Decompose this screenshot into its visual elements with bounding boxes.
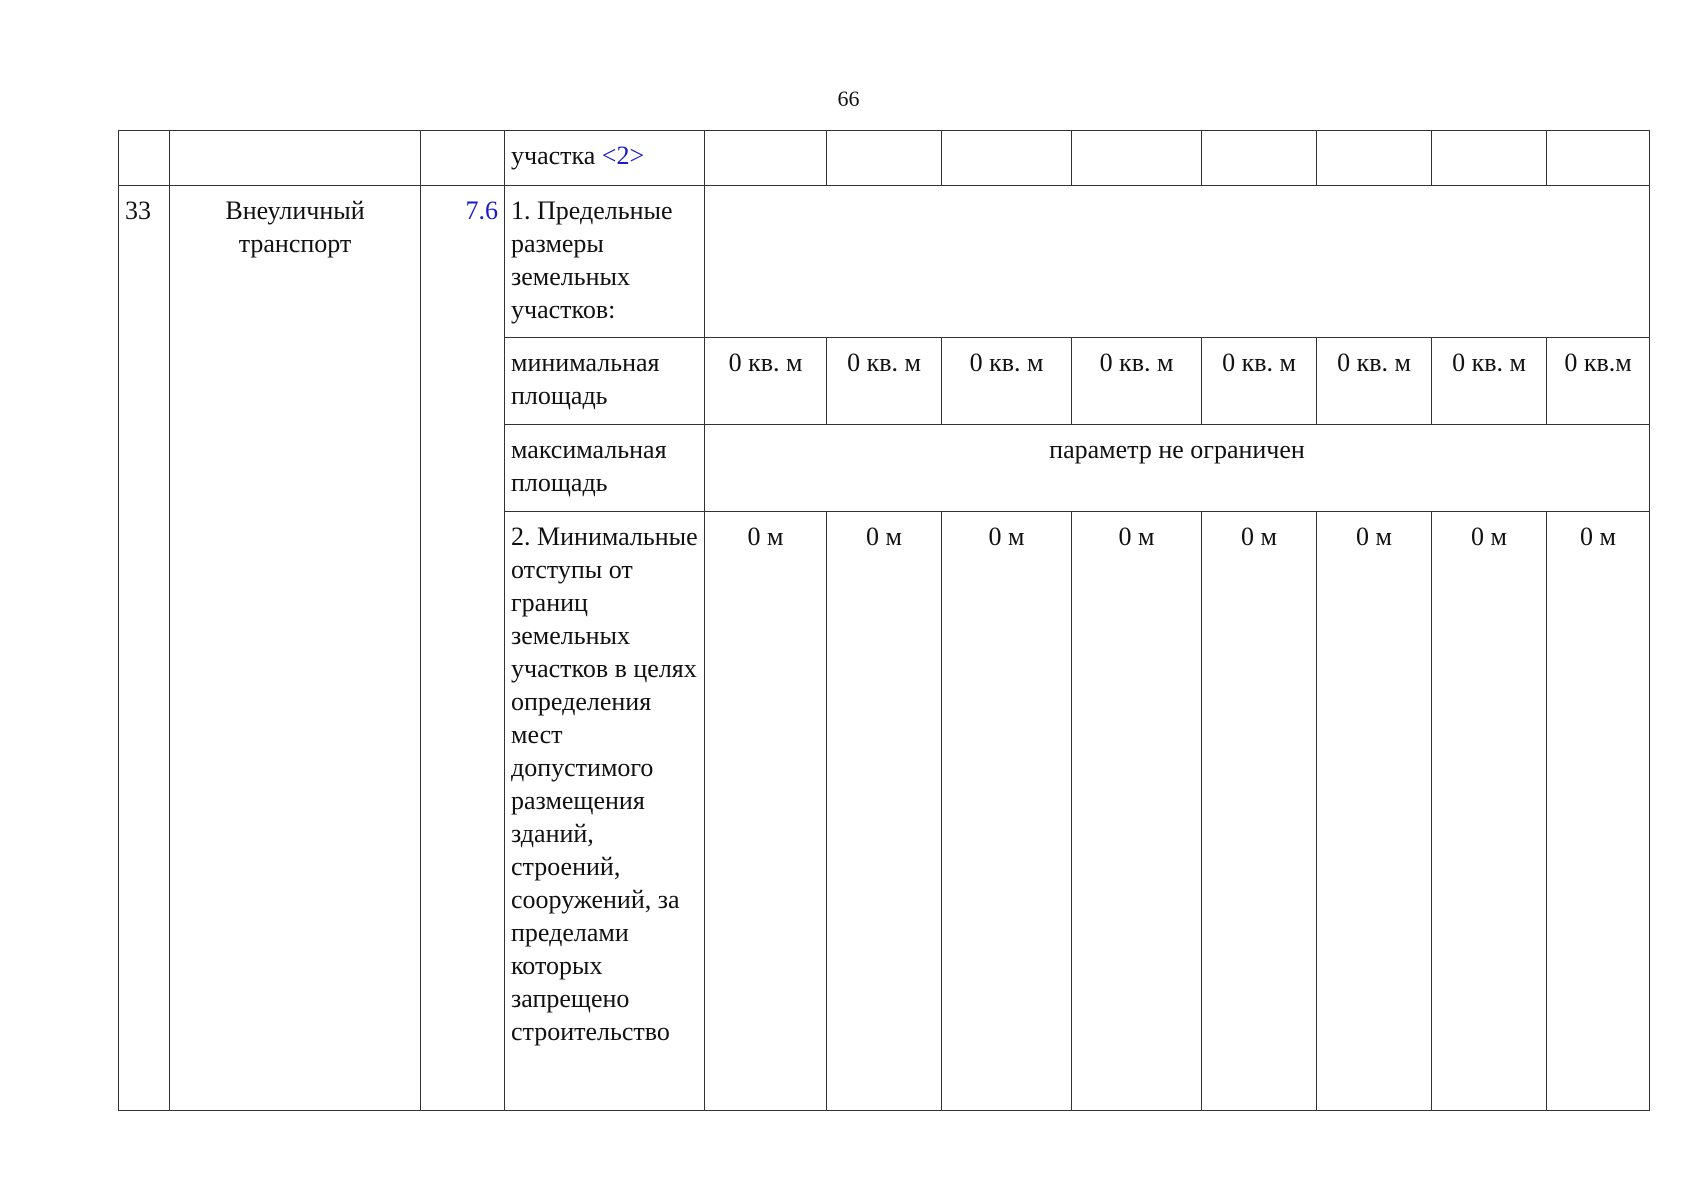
use-type-name: Внеуличный транспорт	[170, 186, 421, 1111]
max-area-label: максимальная площадь	[505, 425, 705, 512]
cell-empty-merged	[705, 186, 1650, 338]
max-area-value: параметр не ограничен	[705, 425, 1650, 512]
min-area-value: 0 кв. м	[1317, 338, 1432, 425]
table-row-33-header	[119, 186, 1650, 338]
cell-empty	[1317, 131, 1432, 186]
cell-empty	[1547, 131, 1650, 186]
cell-empty	[1202, 131, 1317, 186]
min-area-value: 0 кв. м	[1072, 338, 1202, 425]
min-area-value: 0 кв. м	[1432, 338, 1547, 425]
param-header: 1. Предельные размеры земельных участков:	[505, 186, 705, 338]
setback-value: 0 м	[942, 512, 1072, 1111]
setback-value: 0 м	[1317, 512, 1432, 1111]
setback-value: 0 м	[1202, 512, 1317, 1111]
use-code-cell	[421, 186, 505, 1111]
zoning-parameters-table	[118, 130, 1650, 1111]
row-number: 33	[119, 186, 170, 1111]
min-area-label: минимальная площадь	[505, 338, 705, 425]
min-area-value: 0 кв. м	[827, 338, 942, 425]
min-area-value: 0 кв.м	[1547, 338, 1650, 425]
cell-empty	[827, 131, 942, 186]
cell-empty	[705, 131, 827, 186]
cell-empty	[119, 131, 170, 186]
param-text: участка	[511, 141, 596, 170]
cell-empty	[170, 131, 421, 186]
setback-value: 0 м	[1072, 512, 1202, 1111]
page-number: 66	[837, 86, 860, 111]
use-code-link[interactable]: 7.6	[465, 196, 498, 225]
cell-empty	[421, 131, 505, 186]
cell-empty	[1432, 131, 1547, 186]
setback-value: 0 м	[827, 512, 942, 1111]
min-area-value: 0 кв. м	[705, 338, 827, 425]
setbacks-label: 2. Минимальные отступы от границ земельных участков в целях определения мест допустимого размещения зданий, строений, сооружений, за пределами которых запрещено строительство	[505, 512, 705, 1111]
table-row-continued	[119, 131, 1650, 186]
min-area-value: 0 кв. м	[1202, 338, 1317, 425]
min-area-value: 0 кв. м	[942, 338, 1072, 425]
cell-empty	[942, 131, 1072, 186]
setback-value: 0 м	[705, 512, 827, 1111]
cell-empty	[1072, 131, 1202, 186]
setback-value: 0 м	[1432, 512, 1547, 1111]
footnote-link[interactable]: <2>	[601, 141, 645, 170]
setback-value: 0 м	[1547, 512, 1650, 1111]
param-cell-continued	[505, 131, 705, 186]
